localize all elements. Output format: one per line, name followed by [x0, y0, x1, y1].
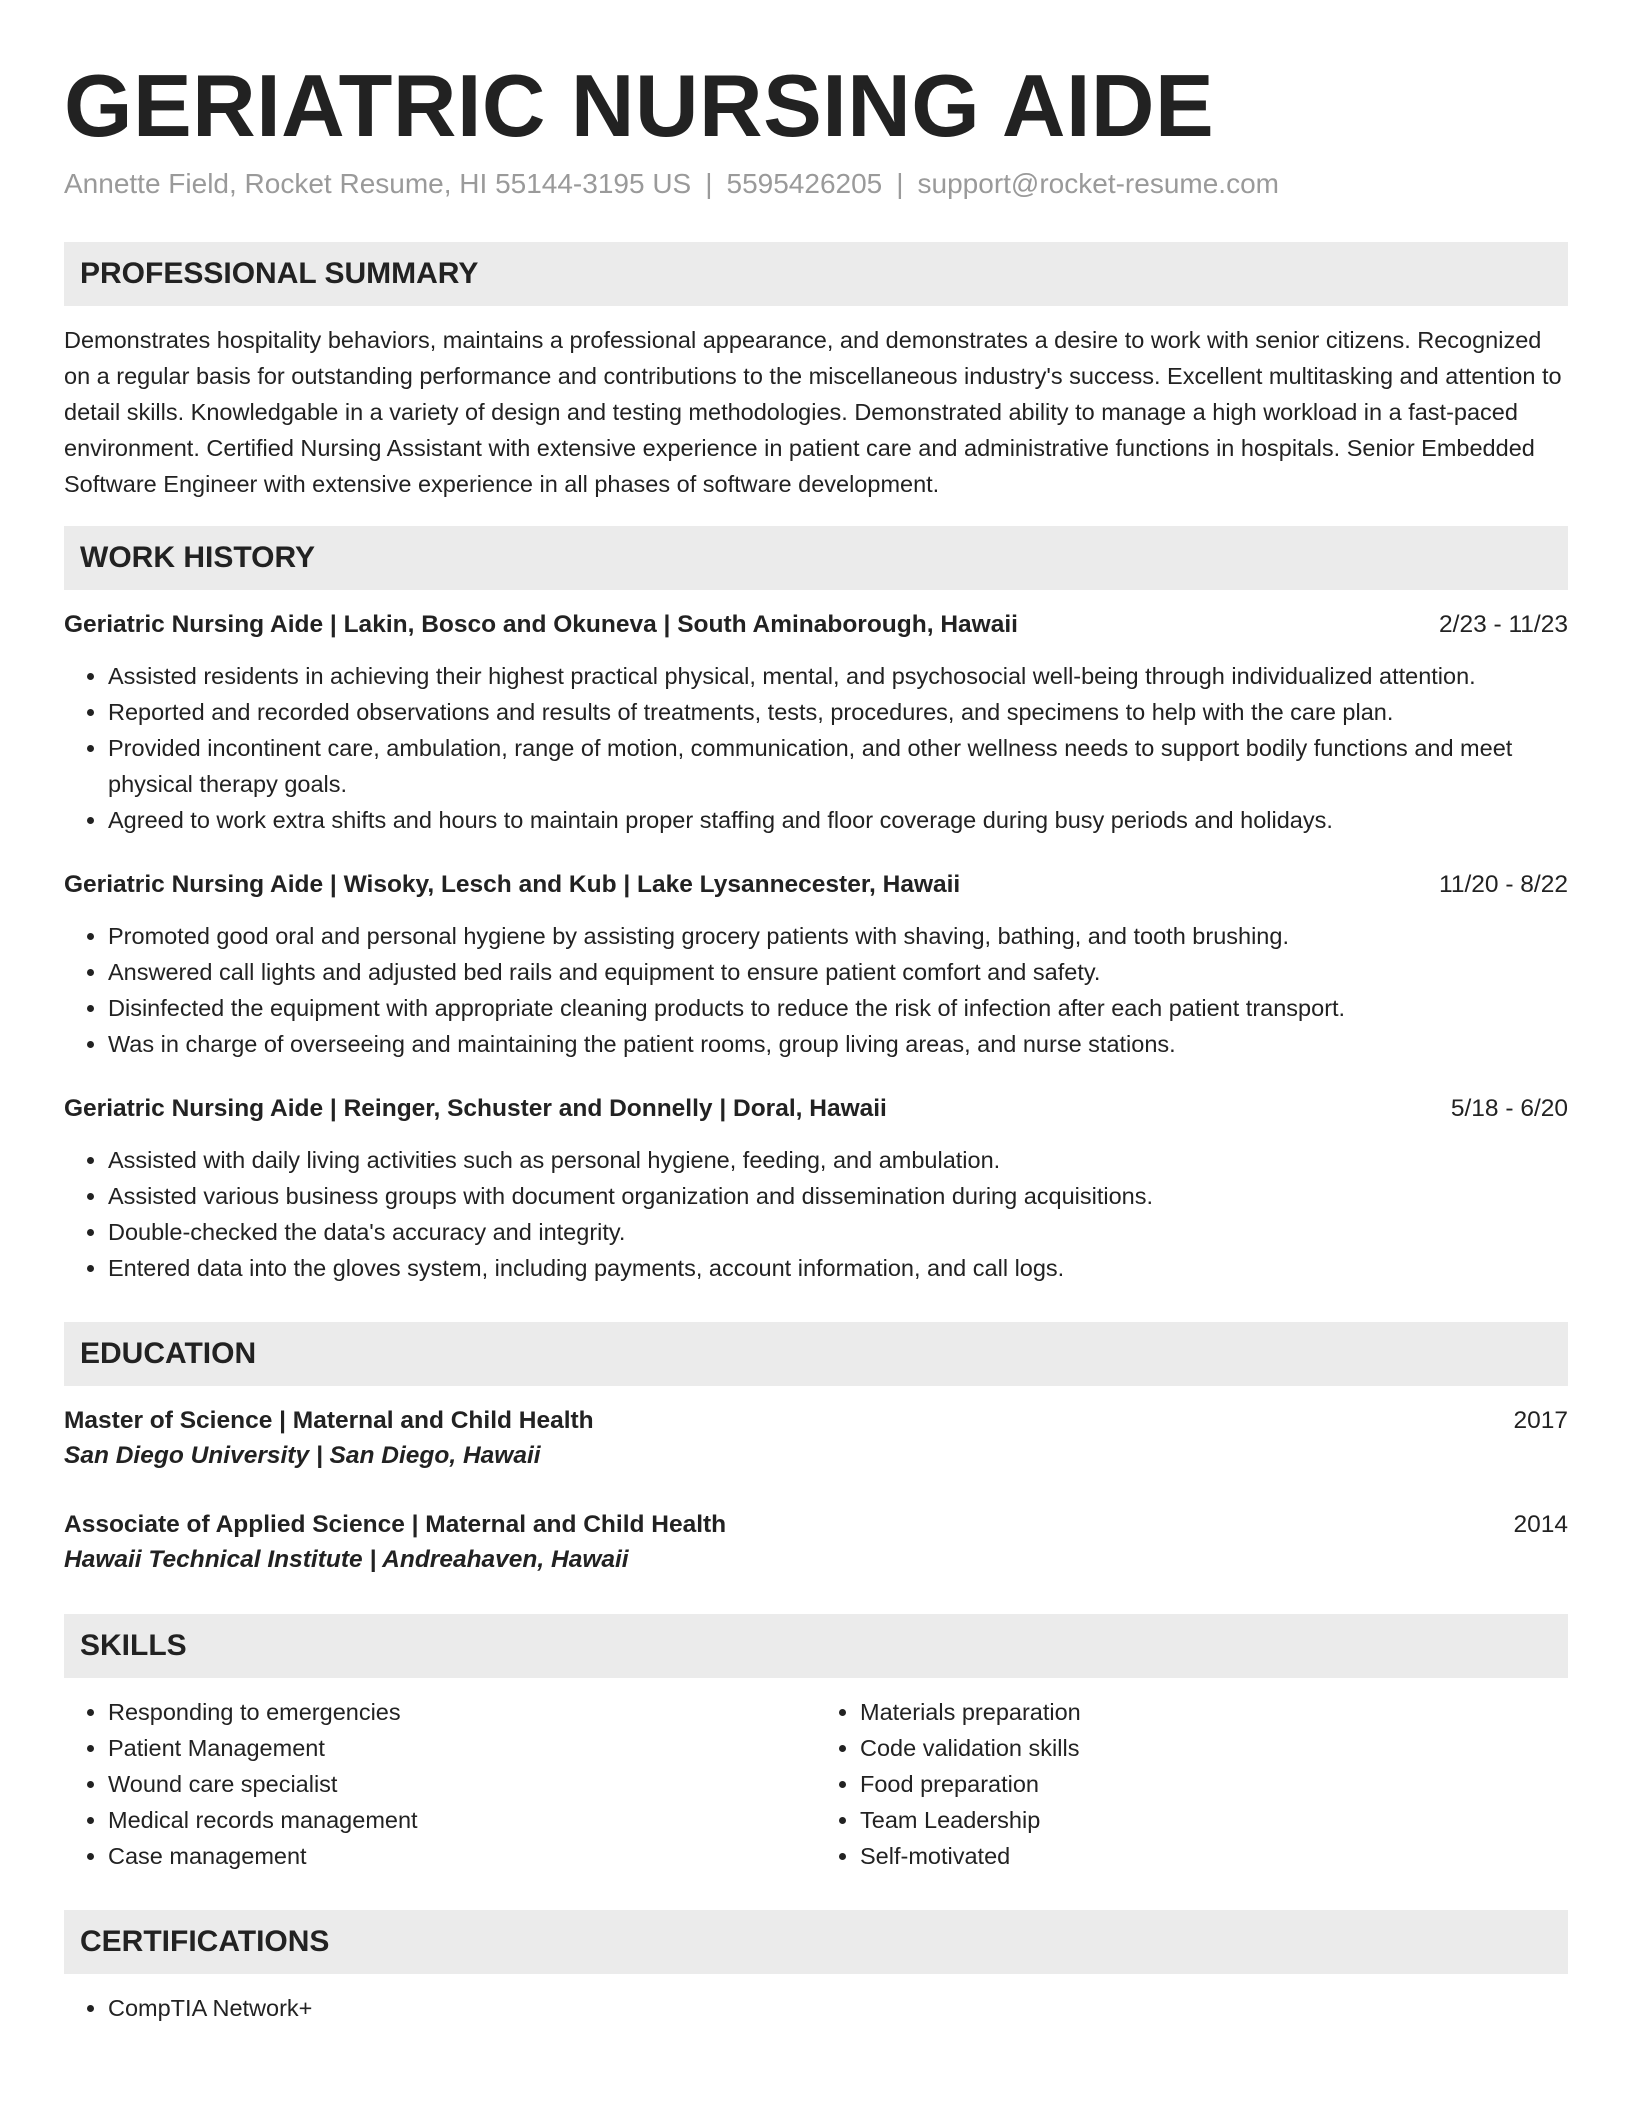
job-bullets [64, 658, 1568, 838]
job-title: Geriatric Nursing Aide | Wisoky, Lesch and Kub | Lake Lysannecester, Hawaii [64, 871, 961, 898]
contact-phone: 5595426205 [726, 168, 883, 199]
skill-item: • Code validation skills [860, 1730, 1568, 1766]
job-bullets [64, 918, 1568, 1062]
job-dates: 5/18 - 6/20 [1450, 1095, 1568, 1122]
education-school: Hawaii Technical Institute | Andreahaven, Hawaii [64, 1546, 629, 1573]
job-header [64, 1092, 1568, 1126]
education-degree: Associate of Applied Science | Maternal and Child Health [64, 1511, 727, 1538]
contact-email[interactable]: support@rocket-resume.com [917, 168, 1279, 199]
job-entry [64, 868, 1568, 1062]
education-year: 2014 [1513, 1511, 1568, 1538]
skill-item: • Responding to emergencies [108, 1694, 816, 1730]
job-bullet: • Agreed to work extra shifts and hours to maintain proper staffing and floor coverage during busy periods and holidays. [108, 802, 1568, 838]
job-title: Geriatric Nursing Aide | Lakin, Bosco and Okuneva | South Aminaborough, Hawaii [64, 611, 1018, 638]
skill-item: • Patient Management [108, 1730, 816, 1766]
job-bullet: • Entered data into the gloves system, including payments, account information, and call logs. [108, 1250, 1568, 1286]
job-dates: 2/23 - 11/23 [1439, 611, 1568, 638]
section-heading-certifications: CERTIFICATIONS [64, 1910, 1568, 1974]
job-bullet: • Answered call lights and adjusted bed rails and equipment to ensure patient comfort and safety. [108, 954, 1568, 990]
section-heading-skills: SKILLS [64, 1614, 1568, 1678]
job-bullet: • Assisted various business groups with document organization and dissemination during acquisitions. [108, 1178, 1568, 1214]
section-heading-education: EDUCATION [64, 1322, 1568, 1386]
skill-item: • Case management [108, 1838, 816, 1874]
job-bullet: • Disinfected the equipment with appropriate cleaning products to reduce the risk of infection after each patient transport. [108, 990, 1568, 1026]
job-bullet: • Assisted with daily living activities such as personal hygiene, feeding, and ambulation. [108, 1142, 1568, 1178]
job-bullet: • Provided incontinent care, ambulation, range of motion, communication, and other wellness needs to support bodily functions and meet physical therapy goals. [108, 730, 1568, 802]
education-entry [64, 1508, 1568, 1578]
job-bullet: • Reported and recorded observations and results of treatments, tests, procedures, and specimens to help with the care plan. [108, 694, 1568, 730]
education-school: San Diego University | San Diego, Hawaii [64, 1442, 541, 1469]
contact-line [64, 166, 1568, 202]
contact-address: Annette Field, Rocket Resume, HI 55144-3195 US [64, 168, 692, 199]
skill-item: • Self-motivated [860, 1838, 1568, 1874]
education-degree: Master of Science | Maternal and Child Health [64, 1407, 594, 1434]
job-entry [64, 1092, 1568, 1286]
job-bullet: • Double-checked the data's accuracy and integrity. [108, 1214, 1568, 1250]
skill-item: • Wound care specialist [108, 1766, 816, 1802]
resume-title: GERIATRIC NURSING AIDE [64, 56, 1215, 155]
education-entry [64, 1404, 1568, 1474]
skill-item: • Food preparation [860, 1766, 1568, 1802]
job-bullet: • Was in charge of overseeing and maintaining the patient rooms, group living areas, and nurse stations. [108, 1026, 1568, 1062]
skills-grid [64, 1694, 1568, 1874]
job-bullet: • Promoted good oral and personal hygiene by assisting grocery patients with shaving, bathing, and tooth brushing. [108, 918, 1568, 954]
skill-item: • Medical records management [108, 1802, 816, 1838]
education-year: 2017 [1513, 1407, 1568, 1434]
skills-column-right [816, 1694, 1568, 1874]
contact-separator: | [896, 168, 904, 199]
section-heading-work: WORK HISTORY [64, 526, 1568, 590]
skill-item: • Team Leadership [860, 1802, 1568, 1838]
summary-text: Demonstrates hospitality behaviors, maintains a professional appearance, and demonstrates a desire to work with senior citizens. Recognized on a regular basis for outstanding performance and contributions to the miscellaneous industry's success. Excellent multitasking and attention to detail skills. Knowledgable in a variety of design and testing methodologies. Demonstrated ability to manage a high workload in a fast-paced environment. Certified Nursing Assistant with extensive experience in patient care and administrative functions in hospitals. Senior Embedded Software Engineer with extensive experience in all phases of software development. [64, 327, 1562, 497]
section-heading-summary: PROFESSIONAL SUMMARY [64, 242, 1568, 306]
skills-column-left [64, 1694, 816, 1874]
skill-item: • Materials preparation [860, 1694, 1568, 1730]
job-header [64, 868, 1568, 902]
job-header [64, 608, 1568, 642]
job-entry [64, 608, 1568, 838]
education-header [64, 1508, 1568, 1542]
job-bullet: • Assisted residents in achieving their highest practical physical, mental, and psychosocial well-being through individualized attention. [108, 658, 1568, 694]
job-dates: 11/20 - 8/22 [1439, 871, 1568, 898]
job-bullets [64, 1142, 1568, 1286]
education-header [64, 1404, 1568, 1438]
certifications-list [64, 1990, 1568, 2026]
contact-separator: | [705, 168, 713, 199]
certification-item: • CompTIA Network+ [108, 1990, 1568, 2026]
job-title: Geriatric Nursing Aide | Reinger, Schuster and Donnelly | Doral, Hawaii [64, 1095, 887, 1122]
